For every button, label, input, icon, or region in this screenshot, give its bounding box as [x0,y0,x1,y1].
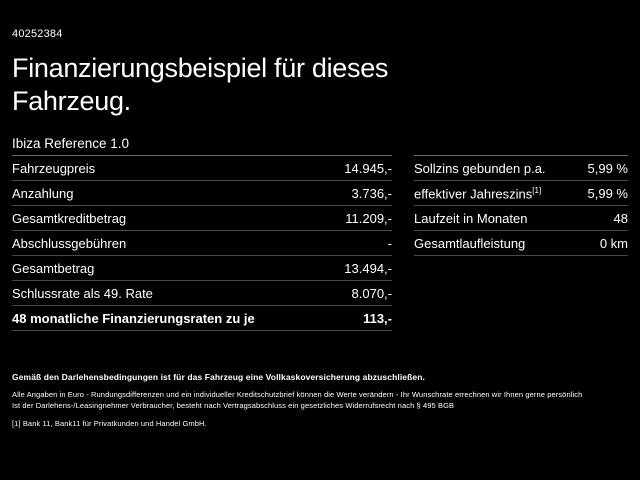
row-value: 5,99 % [587,186,628,202]
row-label: Sollzins gebunden p.a. [414,160,546,176]
page-title-line-2: Fahrzeug. [12,85,131,116]
reference-id: 40252384 [12,28,63,40]
row-label: Schlussrate als 49. Rate [12,285,153,301]
row-value: 11.209,- [345,210,392,226]
row-label-text: effektiver Jahreszins [414,186,533,202]
terms-table [414,155,628,331]
row-value: 5,99 % [587,160,628,176]
row-label: Anzahlung [12,185,74,201]
row-label: 48 monatliche Finanzierungsraten zu je [12,310,255,326]
row-value: 14.945,- [344,160,392,176]
table-row [12,280,392,305]
row-label: Gesamtkreditbetrag [12,210,127,226]
page-title [12,52,628,118]
row-value: 48 [613,211,628,227]
table-row [12,205,392,230]
table-row [12,180,392,205]
cost-table [12,155,392,331]
row-label: Fahrzeugpreis [12,160,96,176]
row-value: 113,- [363,310,392,326]
row-value: - [387,235,392,251]
row-label: Abschlussgebühren [12,235,127,251]
legal-footnote: [1] Bank 11, Bank11 für Privatkunden und Handel GmbH. [12,418,207,428]
page-title-line-1: Finanzierungsbeispiel für dieses [12,53,389,83]
row-value: 13.494,- [344,260,392,276]
table-row [414,180,628,205]
legal-paragraph-line-2: Ist der Darlehens-/Leasingnehmer Verbraucher, besteht nach Vertragsabschluss ein gesetzliches Widerrufsrecht nach § 495 BGB [12,401,455,411]
table-row [414,205,628,230]
row-label: Gesamtbetrag [12,260,95,276]
legal-paragraph-line-1: Alle Angaben in Euro - Rundungsdifferenzen und ein individueller Kreditschutzbrief können die Werte verändern - Ihr Wunschrate errechnen wir Ihnen gerne persönlich [12,390,583,399]
row-label: Gesamtlaufleistung [414,236,526,252]
table-row [414,230,628,256]
finance-tables [12,155,628,331]
table-row [12,230,392,255]
table-row [12,255,392,280]
row-value: 8.070,- [351,285,392,301]
legal-heading: Gemäß den Darlehensbedingungen ist für das Fahrzeug eine Vollkaskoversicherung abzuschließen. [12,372,425,382]
table-row-monthly-rate [12,305,392,331]
row-label: Laufzeit in Monaten [414,211,528,227]
row-label [414,186,541,201]
footnote-marker: [1] [532,185,542,195]
vehicle-model-label: Ibiza Reference 1.0 [12,135,130,151]
legal-disclaimer [12,372,628,429]
row-value: 0 km [599,236,628,252]
row-value: 3.736,- [351,185,392,201]
table-row [12,155,392,180]
table-row [414,155,628,180]
